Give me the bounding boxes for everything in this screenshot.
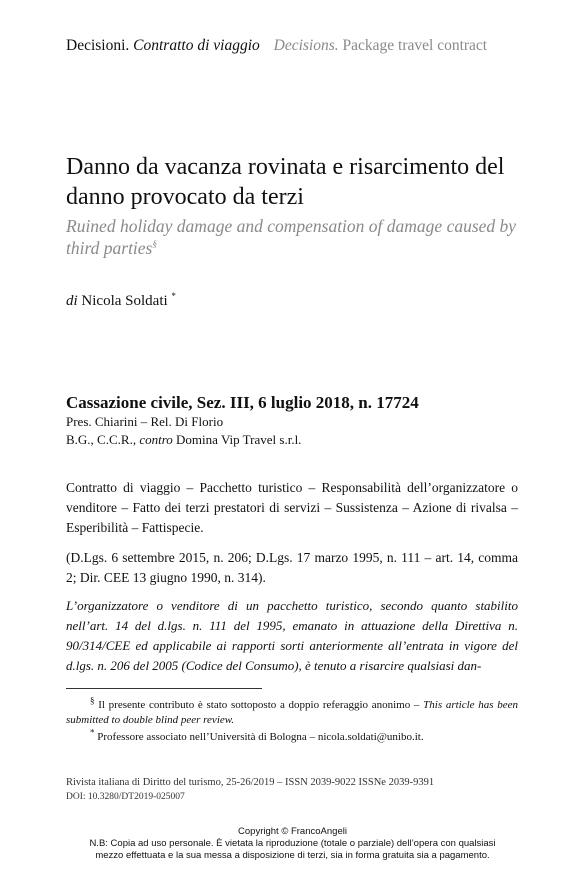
- laws-paragraph: (D.Lgs. 6 settembre 2015, n. 206; D.Lgs. 17 marzo 1995, n. 111 – art. 14, comma 2; Dir. CEE 13 giugno 1990, n. 314).: [66, 550, 518, 585]
- running-header: [66, 36, 526, 56]
- footnote-1: [66, 695, 519, 728]
- keywords-paragraph: Contratto di viaggio – Pacchetto turistico – Responsabilità dell’organizzatore o venditore – Fatto dei terzi prestatori di servizi – Sussistenza – Azione di rivalsa – Esperibilità – Fattispecie.: [66, 480, 518, 535]
- footnote-1-english: This article has been submitted to double blind peer review.: [66, 699, 519, 726]
- article-title-english: [66, 215, 526, 259]
- title-footnote-mark[interactable]: §: [152, 239, 157, 250]
- footnote-2-text: Professore associato nell’Università di Bologna – nicola.soldati@unibo.it.: [97, 731, 424, 743]
- case-judges: Pres. Chiarini – Rel. Di Florio: [66, 414, 224, 429]
- article-title-en-text: Ruined holiday damage and compensation of damage caused by third parties: [66, 216, 517, 258]
- header-topic-en: Package travel contract: [342, 37, 488, 54]
- case-parties: [66, 431, 526, 449]
- journal-citation: Rivista italiana di Diritto del turismo, 25-26/2019 – ISSN 2039-9022 ISSNe 2039-9391: [66, 777, 435, 788]
- header-section-it: Decisioni.: [66, 37, 130, 54]
- footnotes: [66, 695, 519, 747]
- article-title: Danno da vacanza rovinata e risarcimento del danno provocato da terzi: [66, 154, 505, 210]
- case-contro: contro: [139, 432, 173, 447]
- case-title: Cassazione civile, Sez. III, 6 luglio 2018, n. 17724: [66, 393, 419, 412]
- copyright-notice: [0, 826, 585, 862]
- journal-info: [66, 776, 526, 804]
- author-line: [66, 292, 176, 310]
- footnote-1-text: Il presente contributo è stato sottoposto a doppio referaggio anonimo –: [98, 699, 420, 711]
- header-section-en: Decisions.: [273, 37, 339, 54]
- maxim-paragraph: L’organizzatore o venditore di un pacchetto turistico, secondo quanto stabilito nell’art. 14 del d.lgs. n. 111 del 1995, emanato in attuazione della Direttiva n. 90/314/CEE ed applicabile ai rapporti sorti anteriormente all’entrata in vigore del d.lgs. n. 206 del 2005 (Codice del Consumo), è tenuto a risarcire qualsiasi dan-: [66, 598, 518, 673]
- footnote-1-mark: §: [90, 695, 95, 706]
- author-name: Nicola Soldati: [81, 293, 168, 309]
- footnote-divider: [66, 688, 262, 689]
- author-prefix: di: [66, 293, 78, 309]
- footnote-2: [66, 727, 518, 745]
- footnote-2-mark: *: [90, 727, 95, 738]
- header-topic-it: Contratto di viaggio: [133, 37, 260, 54]
- journal-doi: DOI: 10.3280/DT2019-025007: [66, 792, 185, 802]
- copyright-line-1: Copyright © FrancoAngeli: [238, 826, 347, 837]
- author-footnote-mark[interactable]: *: [171, 291, 176, 301]
- case-parties-a: B.G., C.C.R.,: [66, 432, 137, 447]
- copyright-line-3: mezzo effettuata e la sua messa a disposizione di terzi, sia in forma gratuita sia a pagamento.: [95, 850, 490, 861]
- case-parties-b: Domina Vip Travel s.r.l.: [176, 432, 302, 447]
- header-english: [274, 37, 487, 54]
- case-block: [66, 393, 526, 449]
- copyright-line-2: N.B: Copia ad uso personale. È vietata la riproduzione (totale o parziale) dell’opera con qualsiasi: [89, 838, 496, 849]
